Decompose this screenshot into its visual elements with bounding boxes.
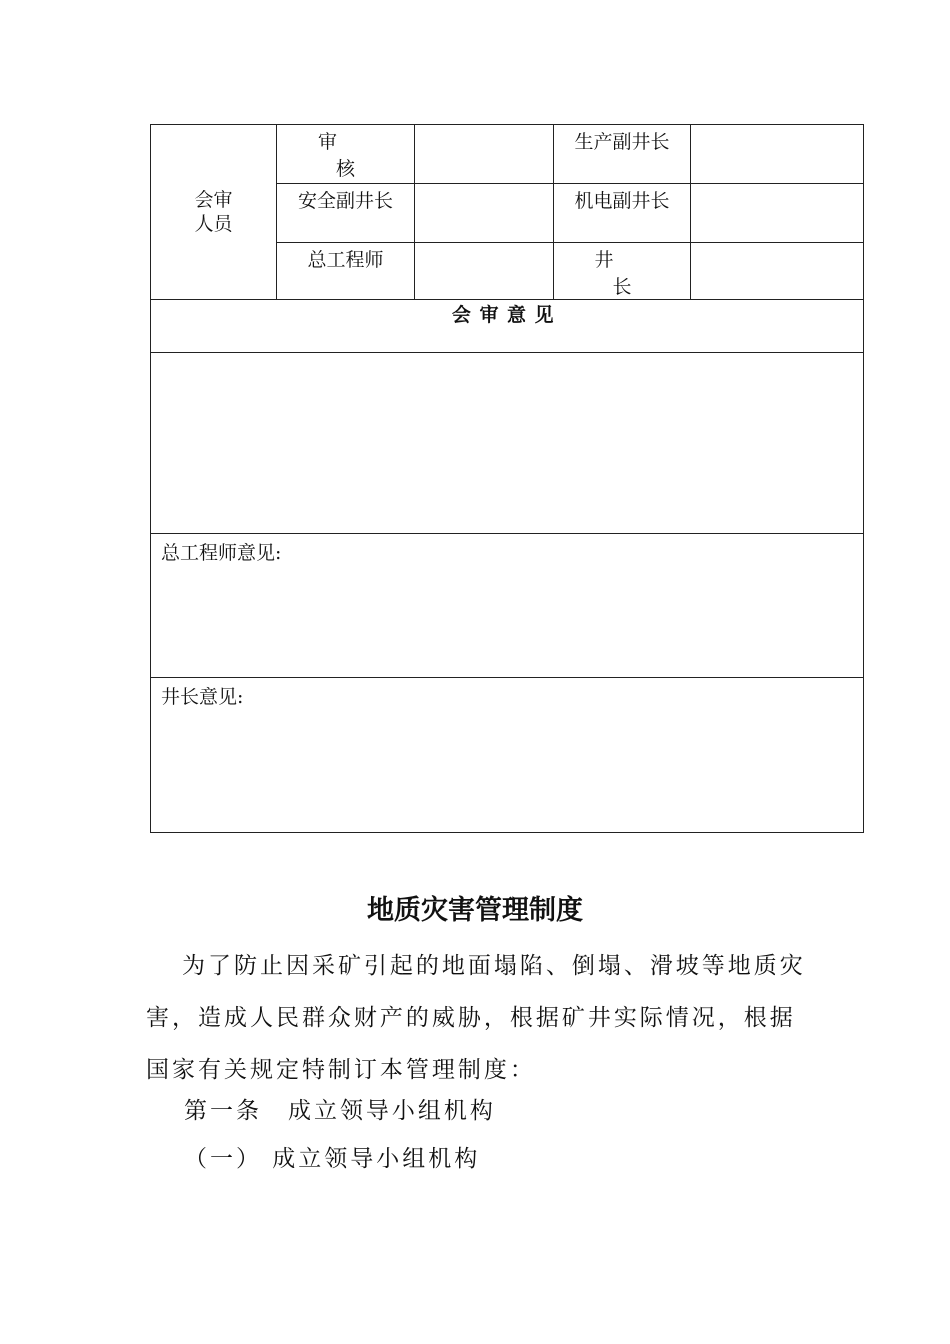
value-mine-head[interactable]	[691, 243, 864, 300]
article-1-subitem: （一） 成立领导小组机构	[184, 1146, 481, 1172]
value-chief-engineer[interactable]	[415, 243, 554, 300]
role-mine-head: 井 长	[554, 243, 691, 300]
mine-head-opinion[interactable]: 井长意见:	[151, 678, 864, 833]
value-audit[interactable]	[415, 125, 554, 184]
role-mech-vice: 机电副井长	[554, 184, 691, 243]
value-safety-vice[interactable]	[415, 184, 554, 243]
group-label-line1: 会审	[194, 189, 233, 211]
opinion-body[interactable]	[151, 353, 864, 534]
value-mech-vice[interactable]	[691, 184, 864, 243]
intro-paragraph: 为了防止因采矿引起的地面塌陷、倒塌、滑坡等地质灾害，造成人民群众财产的威胁，根据矿井实际情况，根据国家有关规定特制订本管理制度：	[146, 953, 806, 1083]
role-safety-vice: 安全副井长	[277, 184, 415, 243]
chief-engineer-opinion[interactable]: 总工程师意见:	[151, 534, 864, 678]
article-1: 第一条 成立领导小组机构	[184, 1098, 496, 1124]
review-group-label	[151, 125, 277, 300]
value-prod-vice[interactable]	[691, 125, 864, 184]
role-prod-vice: 生产副井长	[554, 125, 691, 184]
opinion-header: 会审意见	[151, 300, 864, 353]
role-chief-engineer: 总工程师	[277, 243, 415, 300]
document-title: 地质灾害管理制度	[367, 895, 583, 926]
role-audit: 审 核	[277, 125, 415, 184]
review-sign-table	[150, 124, 864, 833]
group-label-line2: 人员	[194, 213, 233, 235]
